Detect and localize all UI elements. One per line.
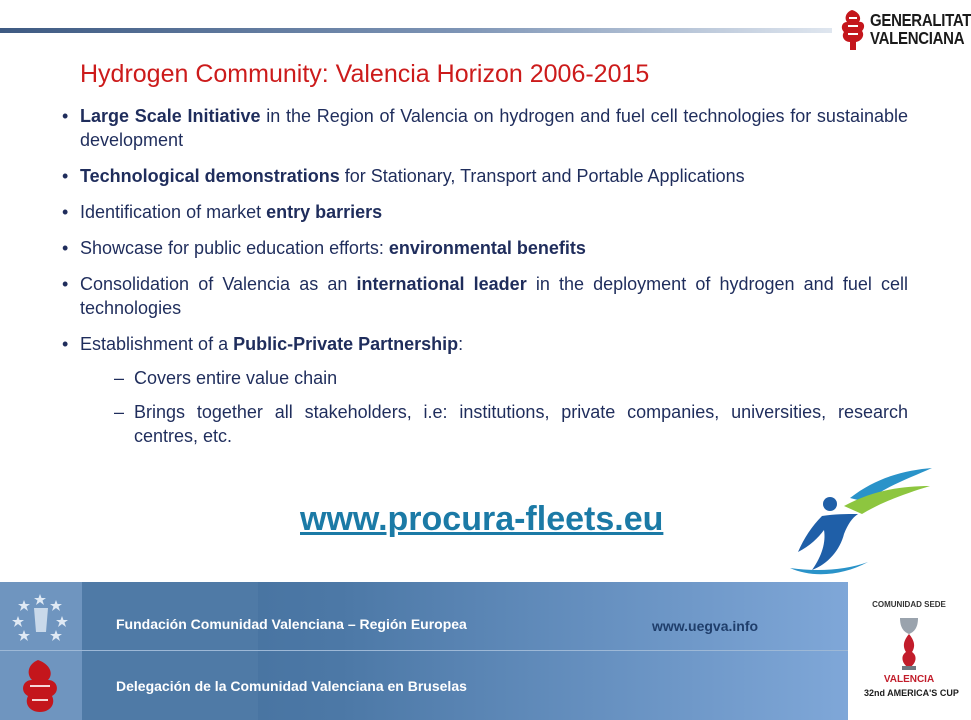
bullet-text: Showcase for public education efforts: xyxy=(80,238,389,258)
footer-foundation-name: Fundación Comunidad Valenciana – Región Europea xyxy=(116,616,467,632)
bullet-strong: Large Scale Initiative xyxy=(80,106,261,126)
bullet-dot: • xyxy=(62,202,69,222)
bullet-dot: • xyxy=(62,166,69,186)
sub-bullet-text: Covers entire value chain xyxy=(134,368,338,388)
eu-stars-icon xyxy=(8,590,72,646)
bullet-dot: • xyxy=(62,274,69,294)
bullet-item-demonstrations xyxy=(62,164,908,188)
sub-bullet-text: Brings together all stakeholders, i.e: institutions, private companies, universities, research centres, etc. xyxy=(134,402,908,446)
sub-bullet-item xyxy=(80,366,908,390)
bullet-text: : xyxy=(458,334,464,354)
bullet-item-partnership xyxy=(62,332,908,448)
bullet-text: Identification of market xyxy=(80,202,267,222)
bullet-strong: international leader xyxy=(356,274,527,294)
sub-bullet-dash: – xyxy=(114,402,125,422)
bullet-strong: environmental benefits xyxy=(388,238,586,258)
bullet-item-showcase xyxy=(62,236,908,260)
generalitat-logo-text: GENERALITAT VALENCIANA xyxy=(870,10,971,49)
badge-city: VALENCIA xyxy=(883,674,935,685)
bullet-text: for Stationary, Transport and Portable Applications xyxy=(339,166,745,186)
generalitat-logo xyxy=(838,6,971,56)
procura-fleets-link[interactable]: www.procura-fleets.eu xyxy=(300,500,664,538)
footer-accent-panel xyxy=(82,582,258,720)
bullet-text: Consolidation of Valencia as an xyxy=(80,274,357,294)
bullet-strong: Public-Private Partnership xyxy=(233,334,459,354)
cup-trophy-icon xyxy=(892,614,926,672)
badge-host-label: COMUNIDAD SEDE xyxy=(872,600,946,609)
sub-bullet-list xyxy=(80,366,908,448)
bullet-text: Establishment of a xyxy=(80,334,234,354)
footer-divider xyxy=(0,650,848,651)
bullet-strong: Technological demonstrations xyxy=(80,166,340,186)
bullet-dot: • xyxy=(62,106,69,126)
sub-bullet-dash: – xyxy=(114,368,125,388)
top-rule xyxy=(0,28,832,33)
bullet-strong: entry barriers xyxy=(266,202,383,222)
footer-logo-panel xyxy=(0,582,82,720)
footer-url[interactable]: www.uegva.info xyxy=(652,618,759,634)
bat-crest-footer-icon xyxy=(10,656,70,716)
bullet-text: in the Region of Valencia on hydrogen and fuel cell technologies for sustainable development xyxy=(80,106,908,150)
sub-bullet-item xyxy=(80,400,908,448)
bullet-item-initiative xyxy=(62,104,908,152)
bat-crest-icon xyxy=(838,8,868,52)
page-title: Hydrogen Community: Valencia Horizon 2006-2015 xyxy=(80,60,650,88)
bullet-list xyxy=(62,104,908,460)
runner-logo-icon xyxy=(782,464,934,580)
bullet-item-barriers xyxy=(62,200,908,224)
bullet-item-consolidation xyxy=(62,272,908,320)
footer-band xyxy=(0,582,848,720)
bullet-dot: • xyxy=(62,334,69,354)
bullet-text: in the deployment of hydrogen and fuel cell technologies xyxy=(80,274,909,318)
badge-event-name: 32nd AMERICA'S CUP xyxy=(864,688,959,698)
bullet-dot: • xyxy=(62,238,69,258)
americas-cup-badge xyxy=(864,592,959,712)
footer-delegation-name: Delegación de la Comunidad Valenciana en Bruselas xyxy=(116,678,467,694)
